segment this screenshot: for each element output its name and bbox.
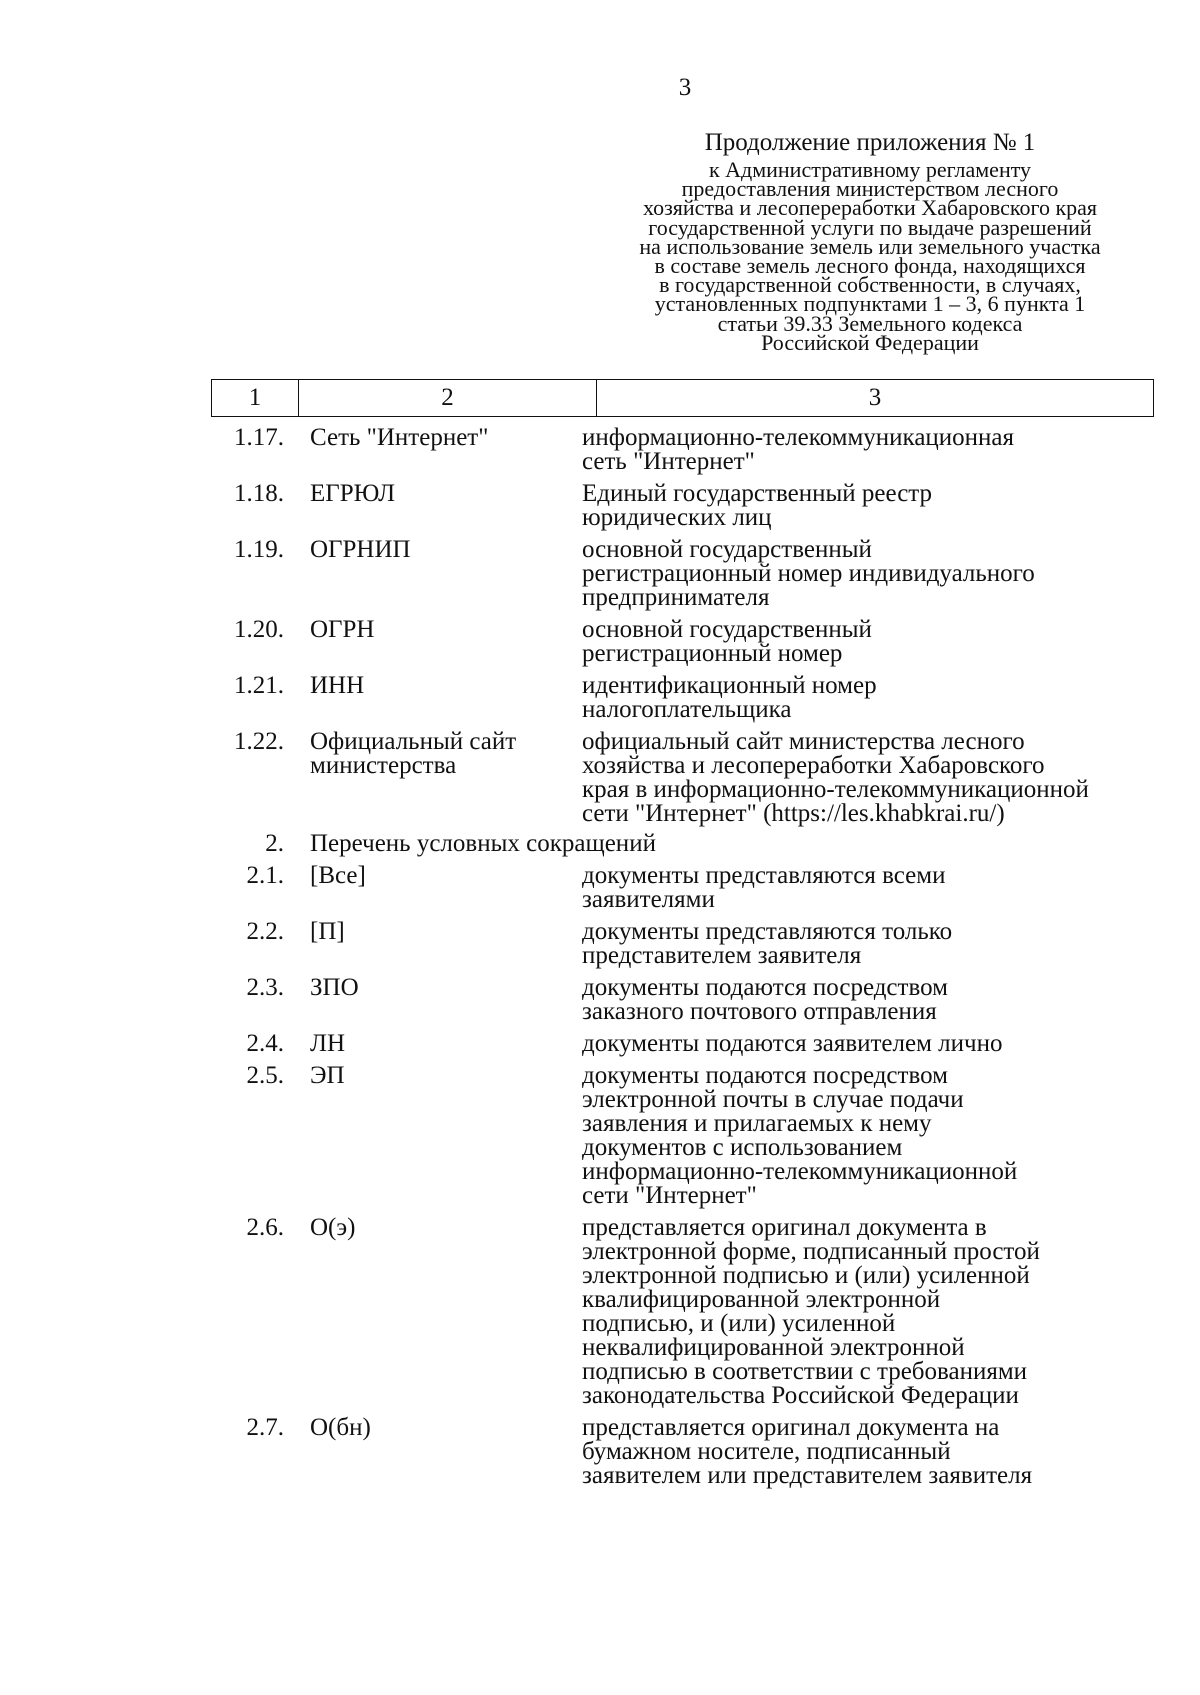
row-abbreviation: ЕГРЮЛ bbox=[310, 480, 396, 507]
row-number: 2.1. bbox=[246, 862, 284, 889]
row-number: 2.2. bbox=[246, 918, 284, 945]
row-description: представляется оригинал документа в электронной форме, подписанный простой электронной подписью и (или) усиленной квалифицированной электронной подписью, и (или) усиленной неквалифицированной электронной подписью в соответствии с требованиями законодательства Российской Федерации bbox=[582, 1214, 1040, 1409]
table-row bbox=[211, 730, 1161, 826]
row-abbreviation: Сеть "Интернет" bbox=[310, 424, 489, 451]
table-row bbox=[211, 482, 1161, 530]
row-abbreviation: [Все] bbox=[310, 862, 366, 889]
row-number: 2.6. bbox=[246, 1214, 284, 1241]
row-number: 1.22. bbox=[234, 728, 284, 755]
row-abbreviation: ЗПО bbox=[310, 974, 359, 1001]
row-description: основной государственный регистрационный номер bbox=[582, 616, 872, 667]
page-number: 3 bbox=[678, 74, 692, 101]
row-description: идентификационный номер налогоплательщика bbox=[582, 672, 877, 723]
row-number: 2.5. bbox=[246, 1062, 284, 1089]
table-row bbox=[211, 920, 1161, 968]
row-abbreviation: ЭП bbox=[310, 1062, 345, 1089]
row-number: 2.4. bbox=[246, 1030, 284, 1057]
table-row bbox=[211, 1064, 1161, 1208]
section-title: Перечень условных сокращений bbox=[310, 830, 656, 857]
column-header-table bbox=[211, 379, 1154, 417]
table-row bbox=[211, 426, 1161, 474]
appendix-line: установленных подпунктами 1 – 3, 6 пункта 1 bbox=[654, 291, 1086, 317]
row-number: 2.3. bbox=[246, 974, 284, 1001]
appendix-line: Российской Федерации bbox=[761, 329, 979, 355]
column-header-3: 3 bbox=[868, 384, 882, 411]
appendix-header bbox=[630, 128, 1110, 355]
appendix-line: в государственной собственности, в случаях, bbox=[659, 272, 1081, 298]
row-description: информационно-телекоммуникационная сеть "Интернет" bbox=[582, 424, 1015, 475]
row-description: основной государственный регистрационный номер индивидуального предпринимателя bbox=[582, 536, 1035, 611]
appendix-line: хозяйства и лесопереработки Хабаровского края bbox=[642, 195, 1098, 221]
appendix-line: к Административному регламенту bbox=[708, 157, 1032, 182]
row-description: документы подаются посредством электронной почты в случае подачи заявления и прилагаемых к нему документов с использованием информационно-телекоммуникационной сети "Интернет" bbox=[582, 1062, 1018, 1209]
row-description: документы представляются только представителем заявителя bbox=[582, 918, 953, 969]
appendix-line: в составе земель лесного фонда, находящихся bbox=[654, 253, 1086, 279]
row-abbreviation: ОГРН bbox=[310, 616, 375, 643]
column-header-1: 1 bbox=[212, 380, 299, 416]
section-row bbox=[211, 832, 1161, 856]
row-description: официальный сайт министерства лесного хозяйства и лесопереработки Хабаровского края в информационно-телекоммуникационной сети "Интернет" (https://les.khabkrai.ru/) bbox=[582, 728, 1089, 827]
table-row bbox=[211, 1416, 1161, 1488]
appendix-line: статьи 39.33 Земельного кодекса bbox=[717, 310, 1023, 336]
appendix-line: предоставления министерством лесного bbox=[681, 176, 1059, 202]
column-header-2: 2 bbox=[299, 380, 597, 416]
row-number: 1.18. bbox=[234, 480, 284, 507]
row-number: 1.21. bbox=[234, 672, 284, 699]
row-description: документы представляются всеми заявителями bbox=[582, 862, 946, 913]
table-row bbox=[211, 618, 1161, 666]
table-row bbox=[211, 674, 1161, 722]
row-number: 1.20. bbox=[234, 616, 284, 643]
row-abbreviation: [П] bbox=[310, 918, 345, 945]
row-number: 2.7. bbox=[246, 1414, 284, 1441]
row-abbreviation: ЛН bbox=[310, 1030, 346, 1057]
row-description: документы подаются заявителем лично bbox=[582, 1030, 1003, 1057]
table-row bbox=[211, 538, 1161, 610]
row-abbreviation: ОГРНИП bbox=[310, 536, 411, 563]
row-number: 1.17. bbox=[234, 424, 284, 451]
table-row bbox=[211, 1216, 1161, 1408]
row-number: 2. bbox=[265, 830, 284, 857]
row-abbreviation: Официальный сайт министерства bbox=[310, 728, 517, 779]
table-row bbox=[211, 976, 1161, 1024]
row-abbreviation: О(э) bbox=[310, 1214, 356, 1241]
row-number: 1.19. bbox=[234, 536, 284, 563]
row-description: Единый государственный реестр юридических лиц bbox=[582, 480, 933, 531]
abbreviation-table-body bbox=[211, 426, 1161, 1496]
row-abbreviation: ИНН bbox=[310, 672, 365, 699]
row-description: документы подаются посредством заказного почтового отправления bbox=[582, 974, 948, 1025]
appendix-line: на использование земель или земельного участка bbox=[639, 233, 1101, 259]
table-row bbox=[211, 864, 1161, 912]
appendix-line: государственной услуги по выдаче разрешений bbox=[648, 214, 1092, 240]
appendix-title: Продолжение приложения № 1 bbox=[704, 129, 1036, 156]
row-abbreviation: О(бн) bbox=[310, 1414, 371, 1441]
row-description: представляется оригинал документа на бумажном носителе, подписанный заявителем или представителем заявителя bbox=[582, 1414, 1033, 1489]
table-row bbox=[211, 1032, 1161, 1056]
